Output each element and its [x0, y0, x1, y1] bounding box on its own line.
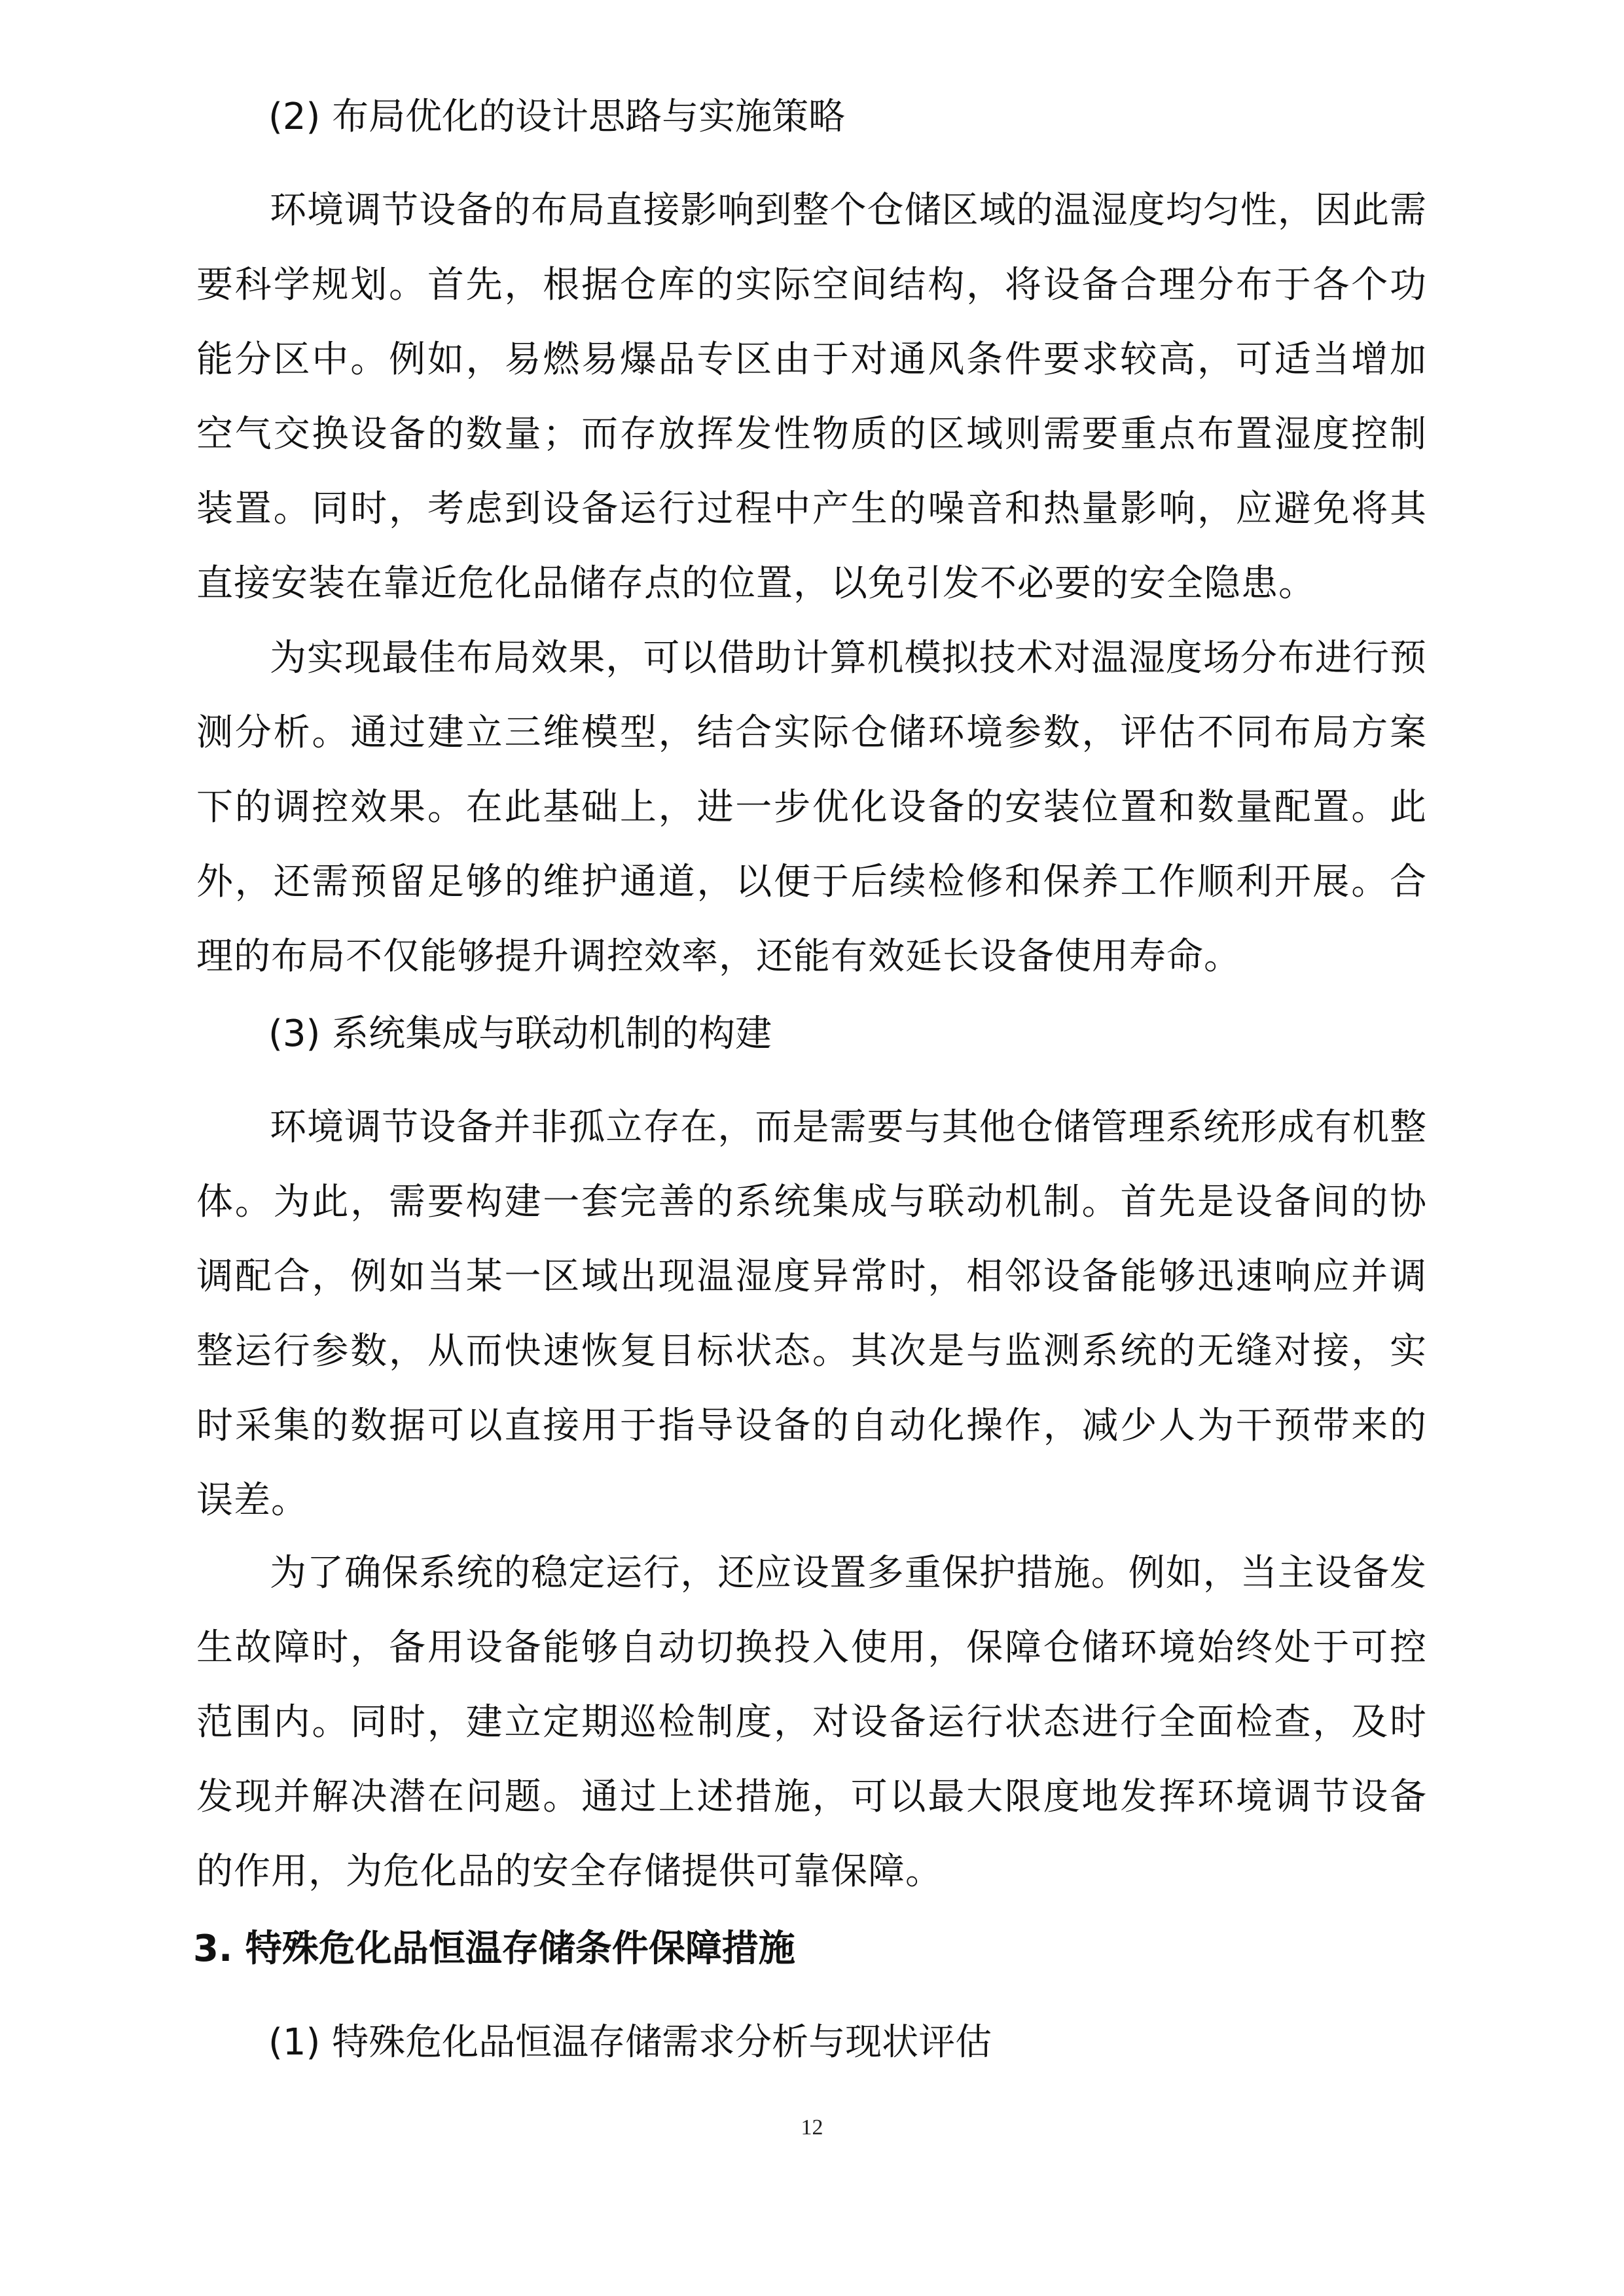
paragraph-layout-2: 为实现最佳布局效果，可以借助计算机模拟技术对温湿度场分布进行预测分析。通过建立三维模型，结合实际仓储环境参数，评估不同布局方案下的调控效果。在此基础上，进一步优化设备的安装位置和数量配置。此外，还需预留足够的维护通道，以便于后续检修和保养工作顺利开展。合理的布局不仅能够提升调控效率，还能有效延长设备使用寿命。: [196, 637, 1427, 978]
subheading-layout-optimization: (2) 布局优化的设计思路与实施策略: [268, 96, 846, 138]
page-number: 12: [801, 2115, 823, 2140]
paragraph-integration-1: 环境调节设备并非孤立存在，而是需要与其他仓储管理系统形成有机整体。为此，需要构建一套完善的系统集成与联动机制。首先是设备间的协调配合，例如当某一区域出现温湿度异常时，相邻设备能够迅速响应并调整运行参数，从而快速恢复目标状态。其次是与监测系统的无缝对接，实时采集的数据可以直接用于指导设备的自动化操作，减少人为干预带来的误差。: [196, 1106, 1427, 1522]
paragraph-layout-1: 环境调节设备的布局直接影响到整个仓储区域的温湿度均匀性，因此需要科学规划。首先，根据仓库的实际空间结构，将设备合理分布于各个功能分区中。例如，易燃易爆品专区由于对通风条件要求较高，可适当增加空气交换设备的数量；而存放挥发性物质的区域则需要重点布置湿度控制装置。同时，考虑到设备运行过程中产生的噪音和热量影响，应避免将其直接安装在靠近危化品储存点的位置，以免引发不必要的安全隐患。: [196, 189, 1427, 605]
subheading-demand-analysis: (1) 特殊危化品恒温存储需求分析与现状评估: [268, 2021, 992, 2064]
subheading-system-integration: (3) 系统集成与联动机制的构建: [268, 1013, 772, 1055]
paragraph-integration-2: 为了确保系统的稳定运行，还应设置多重保护措施。例如，当主设备发生故障时，备用设备能够自动切换投入使用，保障仓储环境始终处于可控范围内。同时，建立定期巡检制度，对设备运行状态进行全面检查，及时发现并解决潜在问题。通过上述措施，可以最大限度地发挥环境调节设备的作用，为危化品的安全存储提供可靠保障。: [196, 1552, 1427, 1893]
section-heading: 3. 特殊危化品恒温存储条件保障措施: [193, 1928, 795, 1970]
